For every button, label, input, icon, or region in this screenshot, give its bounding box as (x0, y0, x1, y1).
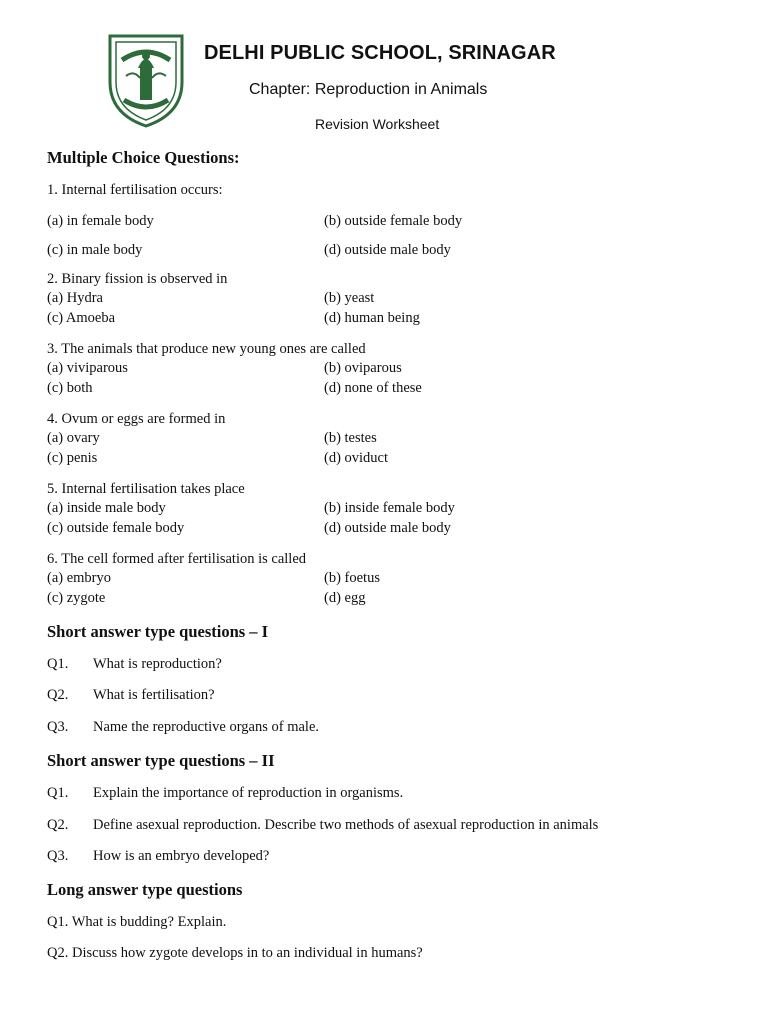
mcq-option: (d) egg (324, 590, 366, 606)
long-question: Q2. Discuss how zygote develops in to an individual in humans? (47, 945, 423, 961)
long-question: Q1. What is budding? Explain. (47, 914, 227, 930)
mcq-option: (a) viviparous (47, 360, 128, 376)
question-number: Q3. (47, 848, 69, 864)
question-text: What is fertilisation? (93, 687, 215, 703)
mcq-option: (b) outside female body (324, 213, 463, 229)
long-answer-heading: Long answer type questions (47, 880, 243, 899)
question-text: Explain the importance of reproduction in organisms. (93, 785, 404, 801)
mcq-option: (a) ovary (47, 430, 100, 446)
mcq-option: (d) none of these (324, 380, 422, 396)
mcq-question: 1. Internal fertilisation occurs: (47, 182, 223, 198)
mcq-question: 3. The animals that produce new young ones are called (47, 341, 366, 357)
question-text: How is an embryo developed? (93, 848, 270, 864)
mcq-option: (d) outside male body (324, 242, 451, 258)
mcq-option: (a) in female body (47, 213, 154, 229)
mcq-question: 4. Ovum or eggs are formed in (47, 411, 226, 427)
chapter-title: Chapter: Reproduction in Animals (249, 81, 488, 98)
mcq-option: (a) embryo (47, 570, 112, 586)
mcq-option: (a) Hydra (47, 290, 103, 306)
mcq-option: (d) human being (324, 310, 420, 326)
short-answer-2-heading: Short answer type questions – II (47, 751, 275, 770)
mcq-option: (a) inside male body (47, 500, 166, 516)
school-name: DELHI PUBLIC SCHOOL, SRINAGAR (204, 42, 556, 64)
mcq-option: (c) both (47, 380, 93, 396)
mcq-question: 6. The cell formed after fertilisation is called (47, 551, 307, 567)
mcq-option: (c) Amoeba (47, 310, 116, 326)
question-text: What is reproduction? (93, 656, 222, 672)
question-text: Define asexual reproduction. Describe two methods of asexual reproduction in animals (93, 817, 599, 833)
worksheet-subtitle: Revision Worksheet (315, 116, 440, 132)
mcq-option: (b) yeast (324, 290, 375, 306)
question-number: Q2. (47, 817, 69, 833)
mcq-option: (d) oviduct (324, 450, 389, 466)
mcq-heading: Multiple Choice Questions: (47, 148, 240, 167)
mcq-option: (c) in male body (47, 242, 143, 258)
question-number: Q3. (47, 719, 69, 735)
mcq-question: 5. Internal fertilisation takes place (47, 481, 245, 497)
mcq-option: (d) outside male body (324, 520, 451, 536)
mcq-option: (b) testes (324, 430, 377, 446)
mcq-question: 2. Binary fission is observed in (47, 271, 228, 287)
question-number: Q2. (47, 687, 69, 703)
mcq-option: (c) penis (47, 450, 98, 466)
mcq-option: (b) inside female body (324, 500, 455, 516)
question-number: Q1. (47, 785, 69, 801)
mcq-option: (c) zygote (47, 590, 106, 606)
question-number: Q1. (47, 656, 69, 672)
mcq-option: (b) foetus (324, 570, 380, 586)
question-text: Name the reproductive organs of male. (93, 719, 320, 735)
mcq-option: (c) outside female body (47, 520, 185, 536)
mcq-option: (b) oviparous (324, 360, 402, 376)
school-crest-icon (104, 30, 188, 130)
short-answer-1-heading: Short answer type questions – I (47, 622, 269, 641)
